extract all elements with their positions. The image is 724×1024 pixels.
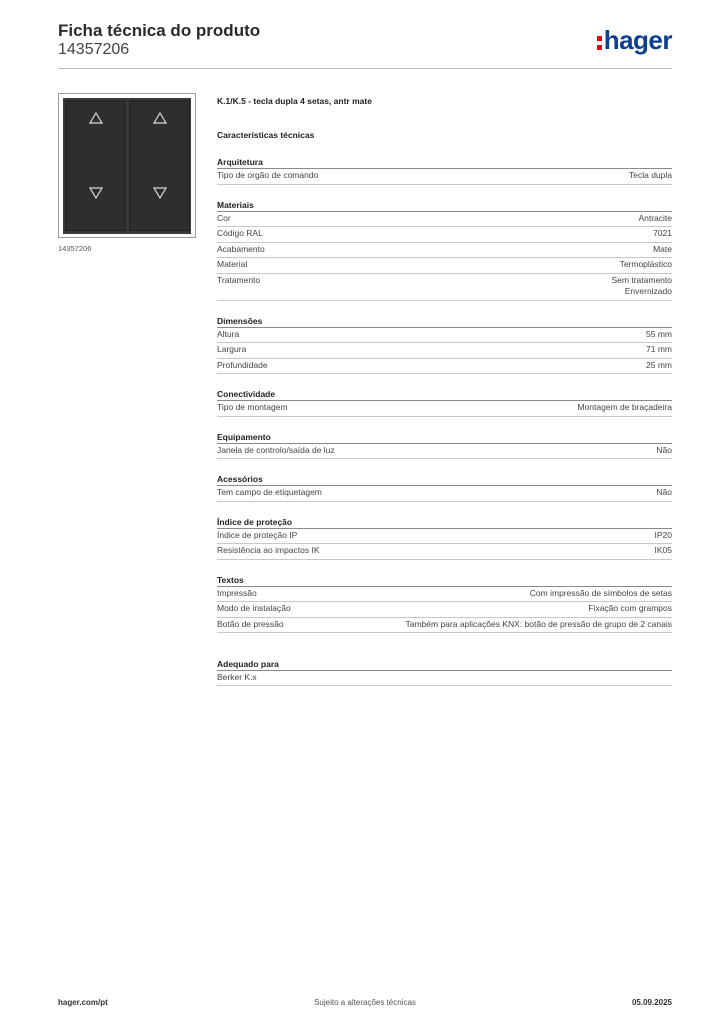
spec-label: Acabamento <box>217 243 265 254</box>
spec-row <box>217 243 672 259</box>
spec-value <box>646 329 672 341</box>
image-caption: 14357206 <box>58 244 92 253</box>
spec-row <box>217 359 672 375</box>
spec-value-line: Com impressão de símbolos de setas <box>529 587 672 598</box>
spec-value <box>629 170 672 182</box>
section-title: Adequado para <box>217 659 672 671</box>
spec-row <box>217 343 672 359</box>
spec-section <box>217 157 672 185</box>
spec-value <box>655 545 673 557</box>
spec-row <box>217 671 672 686</box>
spec-value <box>656 487 672 499</box>
spec-row <box>217 212 672 228</box>
section-title: Equipamento <box>217 432 672 444</box>
spec-value-line: IP20 <box>654 529 672 540</box>
triangle-down-icon <box>89 187 103 199</box>
spec-sections <box>217 157 672 686</box>
spec-section <box>217 517 672 560</box>
page-title: Ficha técnica do produto <box>58 21 261 40</box>
spec-label: Altura <box>217 328 240 339</box>
spec-label: Resistência ao impactos IK <box>217 545 320 555</box>
spec-value-line: Tecla dupla <box>628 170 672 180</box>
spec-value <box>646 344 672 356</box>
spec-label: Impressão <box>217 587 257 598</box>
spec-label: Modo de instalação <box>217 603 291 613</box>
rocker-right <box>129 100 190 231</box>
spec-section <box>217 474 672 502</box>
spec-row <box>217 258 672 274</box>
logo-dots-icon <box>597 36 602 50</box>
footer-website-link[interactable]: hager.com/pt <box>58 998 108 1007</box>
section-title: Dimensões <box>217 316 672 328</box>
spec-value <box>620 259 672 271</box>
footer-disclaimer: Sujeito a alterações técnicas <box>314 998 416 1007</box>
spec-content <box>217 96 672 686</box>
spec-label: Material <box>217 259 248 269</box>
spec-section <box>217 432 672 460</box>
spec-value-line: Não <box>656 444 672 455</box>
spec-section <box>217 200 672 301</box>
spec-label: Código RAL <box>217 228 263 238</box>
spec-value <box>653 228 672 240</box>
spec-row <box>217 169 672 185</box>
spec-row <box>217 444 672 460</box>
product-name: K.1/K.5 - tecla dupla 4 setas, antr mate <box>217 96 372 106</box>
spec-label: Tratamento <box>217 274 261 285</box>
spec-row <box>217 227 672 243</box>
spec-value-line: Envernizado <box>624 286 672 296</box>
spec-label: Berker K.x <box>217 672 257 682</box>
switch-plate <box>63 98 191 234</box>
spec-value <box>406 619 673 631</box>
section-title: Arquitetura <box>217 157 672 169</box>
spec-value <box>612 275 672 298</box>
spec-row <box>217 602 672 618</box>
product-code: 14357206 <box>58 41 130 58</box>
product-image <box>58 93 196 238</box>
spec-label: Tipo de orgão de comando <box>217 170 319 180</box>
spec-value <box>646 360 672 372</box>
triangle-up-icon <box>89 112 103 124</box>
rocker-left <box>65 100 126 231</box>
triangle-up-icon <box>153 112 167 124</box>
section-title: Índice de proteção <box>217 517 672 529</box>
spec-section <box>217 659 672 686</box>
section-title: Conectividade <box>217 389 672 401</box>
page-footer <box>58 998 672 1010</box>
spec-row <box>217 274 672 301</box>
spec-value <box>656 445 672 457</box>
spec-value-line: Montagem de braçadeira <box>577 402 672 412</box>
logo-text: hager <box>603 24 672 55</box>
spec-value-line: IK05 <box>654 545 672 555</box>
spec-row <box>217 486 672 502</box>
header-divider <box>58 68 672 69</box>
spec-label: Cor <box>217 212 231 223</box>
tech-characteristics-title: Características técnicas <box>217 130 315 140</box>
spec-value-line: Termoplástico <box>619 259 672 269</box>
spec-label: Tipo de montagem <box>217 402 288 412</box>
spec-value <box>530 588 672 600</box>
spec-value <box>653 244 672 256</box>
spec-label: Janela de controlo/saída de luz <box>217 444 335 455</box>
spec-row <box>217 401 672 417</box>
spec-value-line: Fixação com grampos <box>588 603 672 613</box>
hager-logo[interactable] <box>597 25 672 55</box>
spec-value-line: Não <box>656 487 672 497</box>
spec-value-line: Também para aplicações KNX: botão de pressão de grupo de 2 canais <box>405 618 672 629</box>
triangle-down-icon <box>153 187 167 199</box>
spec-value-line: 71 mm <box>646 344 672 354</box>
spec-value <box>655 530 673 542</box>
spec-value-line: 25 mm <box>646 359 672 370</box>
spec-section <box>217 316 672 375</box>
spec-label: Tem campo de etiquetagem <box>217 487 322 497</box>
spec-row <box>217 328 672 344</box>
spec-value-line: 55 mm <box>646 328 672 339</box>
spec-row <box>217 544 672 560</box>
spec-value-line: Mate <box>653 243 672 254</box>
spec-row <box>217 587 672 603</box>
spec-value <box>577 402 672 414</box>
spec-value-line: Sem tratamento <box>611 274 672 285</box>
spec-value-line: Antracite <box>638 212 672 223</box>
footer-date: 05.09.2025 <box>631 998 672 1007</box>
section-title: Materiais <box>217 200 672 212</box>
spec-label: Profundidade <box>217 359 268 370</box>
spec-row <box>217 529 672 545</box>
spec-value-line: 7021 <box>653 228 672 238</box>
spec-value <box>588 603 672 615</box>
spec-value <box>638 213 672 225</box>
spec-section <box>217 575 672 634</box>
spec-label: Largura <box>217 344 247 354</box>
spec-label: Índice de proteção IP <box>217 529 298 540</box>
section-title: Textos <box>217 575 672 587</box>
spec-row <box>217 618 672 634</box>
section-title: Acessórios <box>217 474 672 486</box>
page-header <box>58 20 672 70</box>
spec-label: Botão de pressão <box>217 618 284 629</box>
spec-section <box>217 389 672 417</box>
